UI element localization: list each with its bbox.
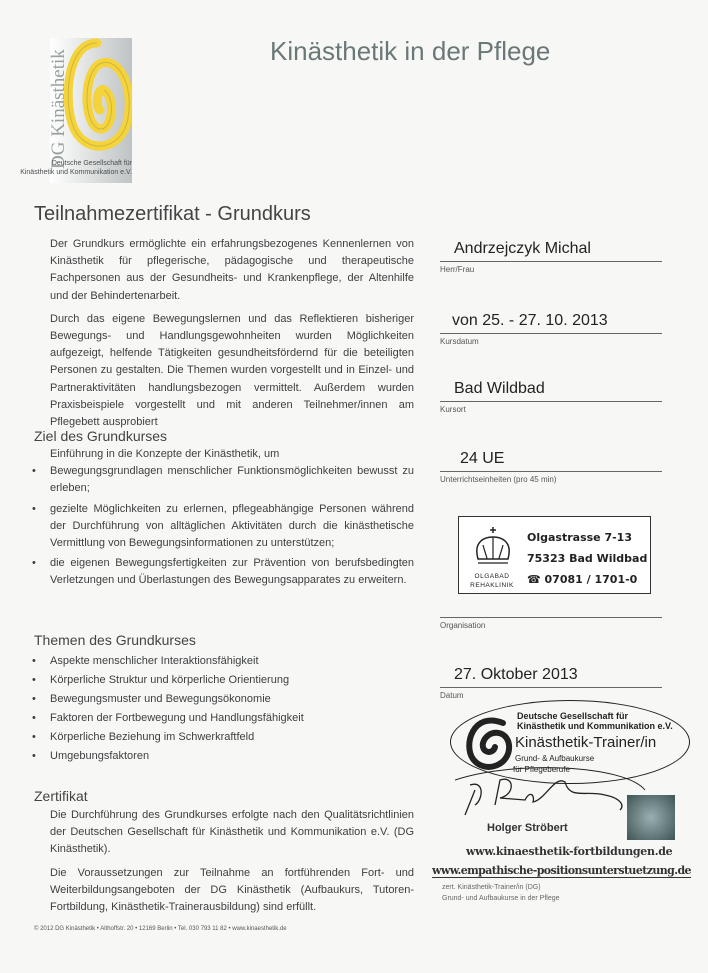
- zertifikat-heading: Zertifikat: [34, 788, 88, 804]
- goals-section: [30, 446, 414, 590]
- trainer-logo-icon: [627, 795, 675, 840]
- logo-subtitle: Deutsche Gesellschaft für Kinästhetik und Kommunikation e.V.: [20, 160, 132, 176]
- seal-title: Kinästhetik-Trainer/in: [515, 734, 657, 751]
- signature: [455, 760, 655, 820]
- signer-note: zert. Kinästhetik-Trainer/in (DG) Grund- und Aufbaukurse in der Pflege: [442, 884, 560, 902]
- goal-item: • die eigenen Bewegungsfertigkeiten zur Prävention von berufsbedingten Verletzungen und Überlastungen des Bewegungsapparates zu erweitern.: [30, 555, 414, 589]
- topic-item: • Bewegungsmuster und Bewegungsökonomie: [30, 690, 414, 709]
- goals-intro: Einführung in die Konzepte der Kinästhetik, um: [50, 448, 280, 460]
- topics-list: [30, 652, 414, 766]
- course-units: 24 UE: [440, 450, 662, 472]
- organisation-field: [440, 600, 662, 630]
- date-range-field: [440, 312, 662, 346]
- topic-item: • Faktoren der Fortbewegung und Handlungsfähigkeit: [30, 709, 414, 728]
- date-field: [440, 666, 662, 700]
- units-field: [440, 450, 662, 484]
- intro-paragraph: Durch das eigene Bewegungslernen und das Reflektieren bisheriger Bewegungs- und Handlungsgewohnheiten wurden Möglichkeiten aufgezeigt, helfende Tätigkeiten gesundheitsfördernd für die beteiligten Personen zu gestalten. Die Themen wurden vorgestellt und in Einzel- und Partneraktivitäten handlungsbezogen vermittelt. Außerdem wurden Praxisbeispiele vorgestellt und mit anderen Teilnehmer/innen am Pflegebett ausprobiert: [50, 312, 414, 429]
- organisation-line: [440, 600, 662, 618]
- zertifikat-paragraph: Die Voraussetzungen zur Teilnahme an fortführenden Fort- und Weiterbildungsangeboten der DG Kinästhetik (Aufbaukurs, Tutoren-Fortbildung, Kinästhetik-Trainerausbildung) sind erfüllt.: [50, 866, 414, 914]
- course-dates-label: Kursdatum: [440, 337, 479, 346]
- topic-item: • Umgebungsfaktoren: [30, 747, 414, 766]
- intro-text: [50, 236, 414, 431]
- footer: © 2012 DG Kinästhetik • Althoffstr. 20 • 12169 Berlin • Tel. 030 793 11 82 • www.kinaesthetik.de: [34, 926, 287, 932]
- signer-name: Holger Ströbert: [487, 822, 568, 834]
- zertifikat-paragraph: Die Durchführung des Grundkurses erfolgte nach den Qualitätsrichtlinien der Deutschen Gesellschaft für Kinästhetik und Kommunikation e.V. (DG Kinästhetik).: [50, 809, 414, 856]
- participant-name: Andrzejczyk Michal: [440, 240, 662, 262]
- certificate-title: Teilnahmezertifikat - Grundkurs: [34, 203, 311, 225]
- goal-item: • gezielte Möglichkeiten zu erlernen, pflegeabhängige Personen während der Durchführung von alltäglichen Aktivitäten durch die kinästhetische Vermittlung von Bewegungsinformationen zu unterstützen;: [30, 501, 414, 553]
- seal-line: für Pflegeberufe: [513, 765, 570, 774]
- zertifikat-text: [50, 807, 414, 916]
- organisation-stamp: [458, 516, 651, 594]
- topic-item: • Körperliche Struktur und körperliche Orientierung: [30, 671, 414, 690]
- page-title: Kinästhetik in der Pflege: [270, 36, 551, 66]
- clinic-name: OLGABAD REHAKLINIK: [470, 573, 514, 589]
- course-place-label: Kursort: [440, 405, 466, 414]
- dg-kinaesthetik-logo: [20, 33, 132, 183]
- name-label: Herr/Frau: [440, 265, 475, 274]
- course-place: Bad Wildbad: [440, 380, 662, 402]
- topic-item: • Körperliche Beziehung im Schwerkraftfeld: [30, 728, 414, 747]
- goals-heading: Ziel des Grundkurses: [34, 428, 168, 444]
- topics-heading: Themen des Grundkurses: [34, 632, 196, 648]
- goal-item: • Bewegungsgrundlagen menschlicher Funktionsmöglichkeiten bewusst zu erleben;: [30, 463, 414, 497]
- crown-icon: [473, 525, 513, 569]
- topic-item: • Aspekte menschlicher Interaktionsfähigkeit: [30, 652, 414, 671]
- course-units-label: Unterrichtseinheiten (pro 45 min): [440, 475, 557, 484]
- signer-url-2: www.empathische-positionsunterstuetzung.de: [432, 864, 691, 877]
- stamp-address: Olgastrasse 7-13 75323 Bad Wildbad ☎ 07081 / 1701-0: [527, 531, 648, 586]
- seal-org: Deutsche Gesellschaft für Kinästhetik und Kommunikation e.V.: [517, 711, 673, 731]
- organisation-label: Organisation: [440, 621, 486, 630]
- name-field: [440, 240, 662, 274]
- intro-paragraph: Der Grundkurs ermöglichte ein erfahrungsbezogenes Kennenlernen von Kinästhetik für pflegerische, pädagogische und therapeutische Fachpersonen aus der Gesundheits- und Krankenpflege, der Altenhilfe und der Behindertenarbeit.: [50, 238, 414, 302]
- logo-vertical-text: DG Kinästhetik: [48, 49, 69, 169]
- issue-date: 27. Oktober 2013: [440, 666, 662, 688]
- place-field: [440, 380, 662, 414]
- course-dates: von 25. - 27. 10. 2013: [440, 312, 662, 334]
- signer-url-1: www.kinaesthetik-fortbildungen.de: [466, 845, 673, 858]
- seal-line: Grund- & Aufbaukurse: [515, 754, 595, 763]
- date-label: Datum: [440, 691, 464, 700]
- spiral-logo-icon: [62, 38, 132, 158]
